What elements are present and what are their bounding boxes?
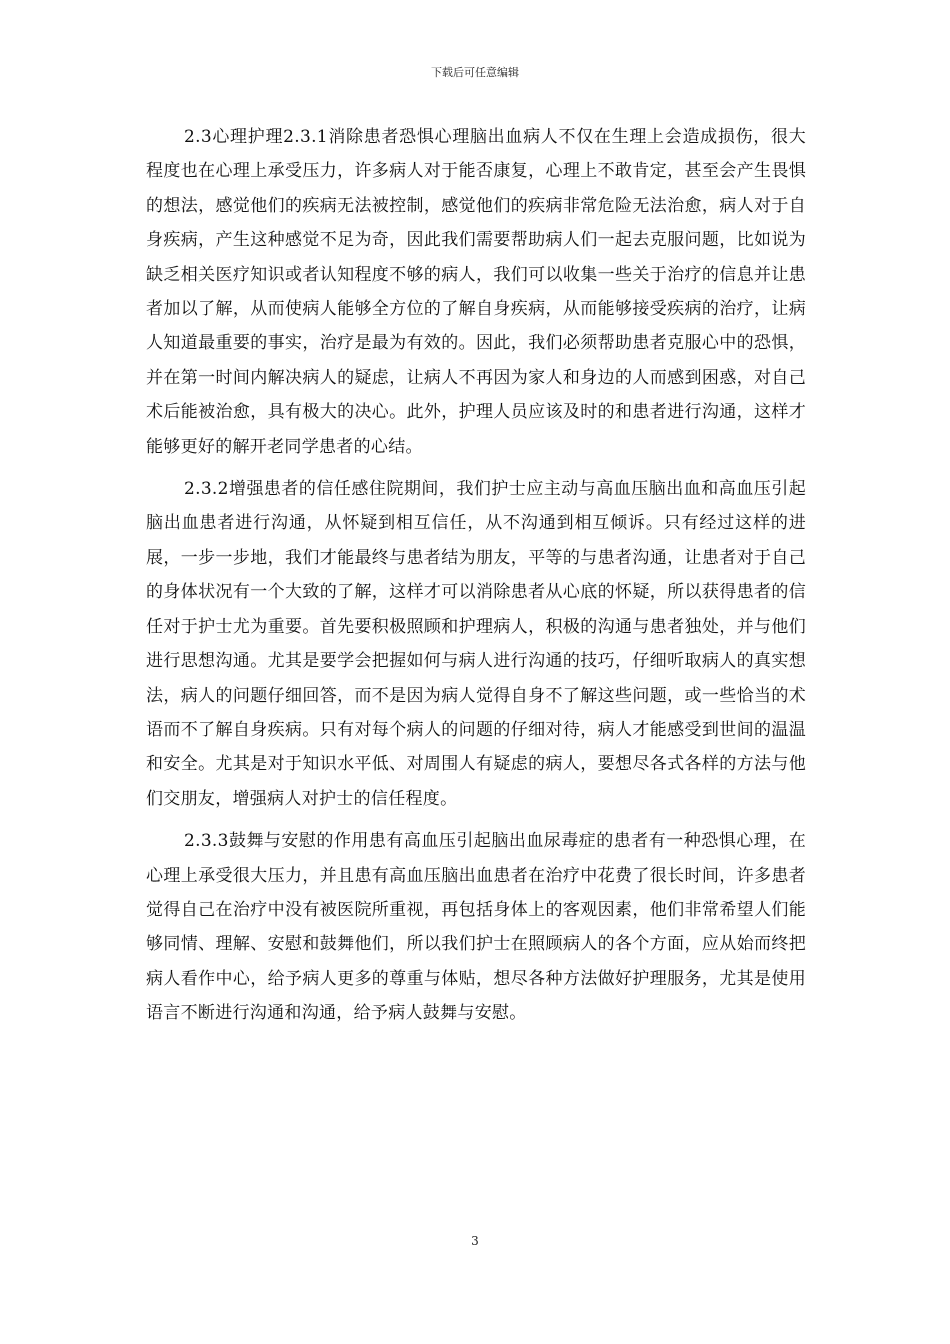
- paragraph-psychological-care: 2.3心理护理2.3.1消除患者恐惧心理脑出血病人不仅在生理上会造成损伤，很大程度也在心理上承受压力，许多病人对于能否康复，心理上不敢肯定，甚至会产生畏惧的想法，感觉他们的疾病无法被控制，感觉他们的疾病非常危险无法治愈，病人对于自身疾病，产生这种感觉不足为奇，因此我们需要帮助病人们一起去克服问题，比如说为缺乏相关医疗知识或者认知程度不够的病人，我们可以收集一些关于治疗的信息并让患者加以了解，从而使病人能够全方位的了解自身疾病，从而能够接受疾病的治疗，让病人知道最重要的事实，治疗是最为有效的。因此，我们必须帮助患者克服心中的恐惧，并在第一时间内解决病人的疑虑，让病人不再因为家人和身边的人而感到困惑，对自己术后能被治愈，具有极大的决心。此外，护理人员应该及时的和患者进行沟通，这样才能够更好的解开老同学患者的心结。: [146, 127, 806, 457]
- document-body: [146, 120, 806, 1039]
- paragraph-encouragement: 2.3.3鼓舞与安慰的作用患有高血压引起脑出血尿毒症的患者有一种恐惧心理，在心理上承受很大压力，并且患有高血压脑出血患者在治疗中花费了很长时间，许多患者觉得自己在治疗中没有被医院所重视，再包括身体上的客观因素，他们非常希望人们能够同情、理解、安慰和鼓舞他们，所以我们护士在照顾病人的各个方面，应从始而终把病人看作中心，给予病人更多的尊重与体贴，想尽各种方法做好护理服务，尤其是使用语言不断进行沟通和沟通，给予病人鼓舞与安慰。: [146, 831, 806, 1024]
- page-header: 下载后可任意编辑: [431, 66, 519, 79]
- paragraph-trust-building: 2.3.2增强患者的信任感住院期间，我们护士应主动与高血压脑出血和高血压引起脑出血患者进行沟通，从怀疑到相互信任，从不沟通到相互倾诉。只有经过这样的进展，一步一步地，我们才能最终与患者结为朋友，平等的与患者沟通，让患者对于自己的身体状况有一个大致的了解，这样才可以消除患者从心底的怀疑，所以获得患者的信任对于护士尤为重要。首先要积极照顾和护理病人，积极的沟通与患者独处，并与他们进行思想沟通。尤其是要学会把握如何与病人进行沟通的技巧，仔细听取病人的真实想法，病人的问题仔细回答，而不是因为病人觉得自身不了解这些问题，或一些恰当的术语而不了解自身疾病。只有对每个病人的问题的仔细对待，病人才能感受到世间的温温和安全。尤其是对于知识水平低、对周围人有疑虑的病人，要想尽各式各样的方法与他们交朋友，增强病人对护士的信任程度。: [146, 479, 806, 809]
- page-number: 3: [471, 1234, 479, 1248]
